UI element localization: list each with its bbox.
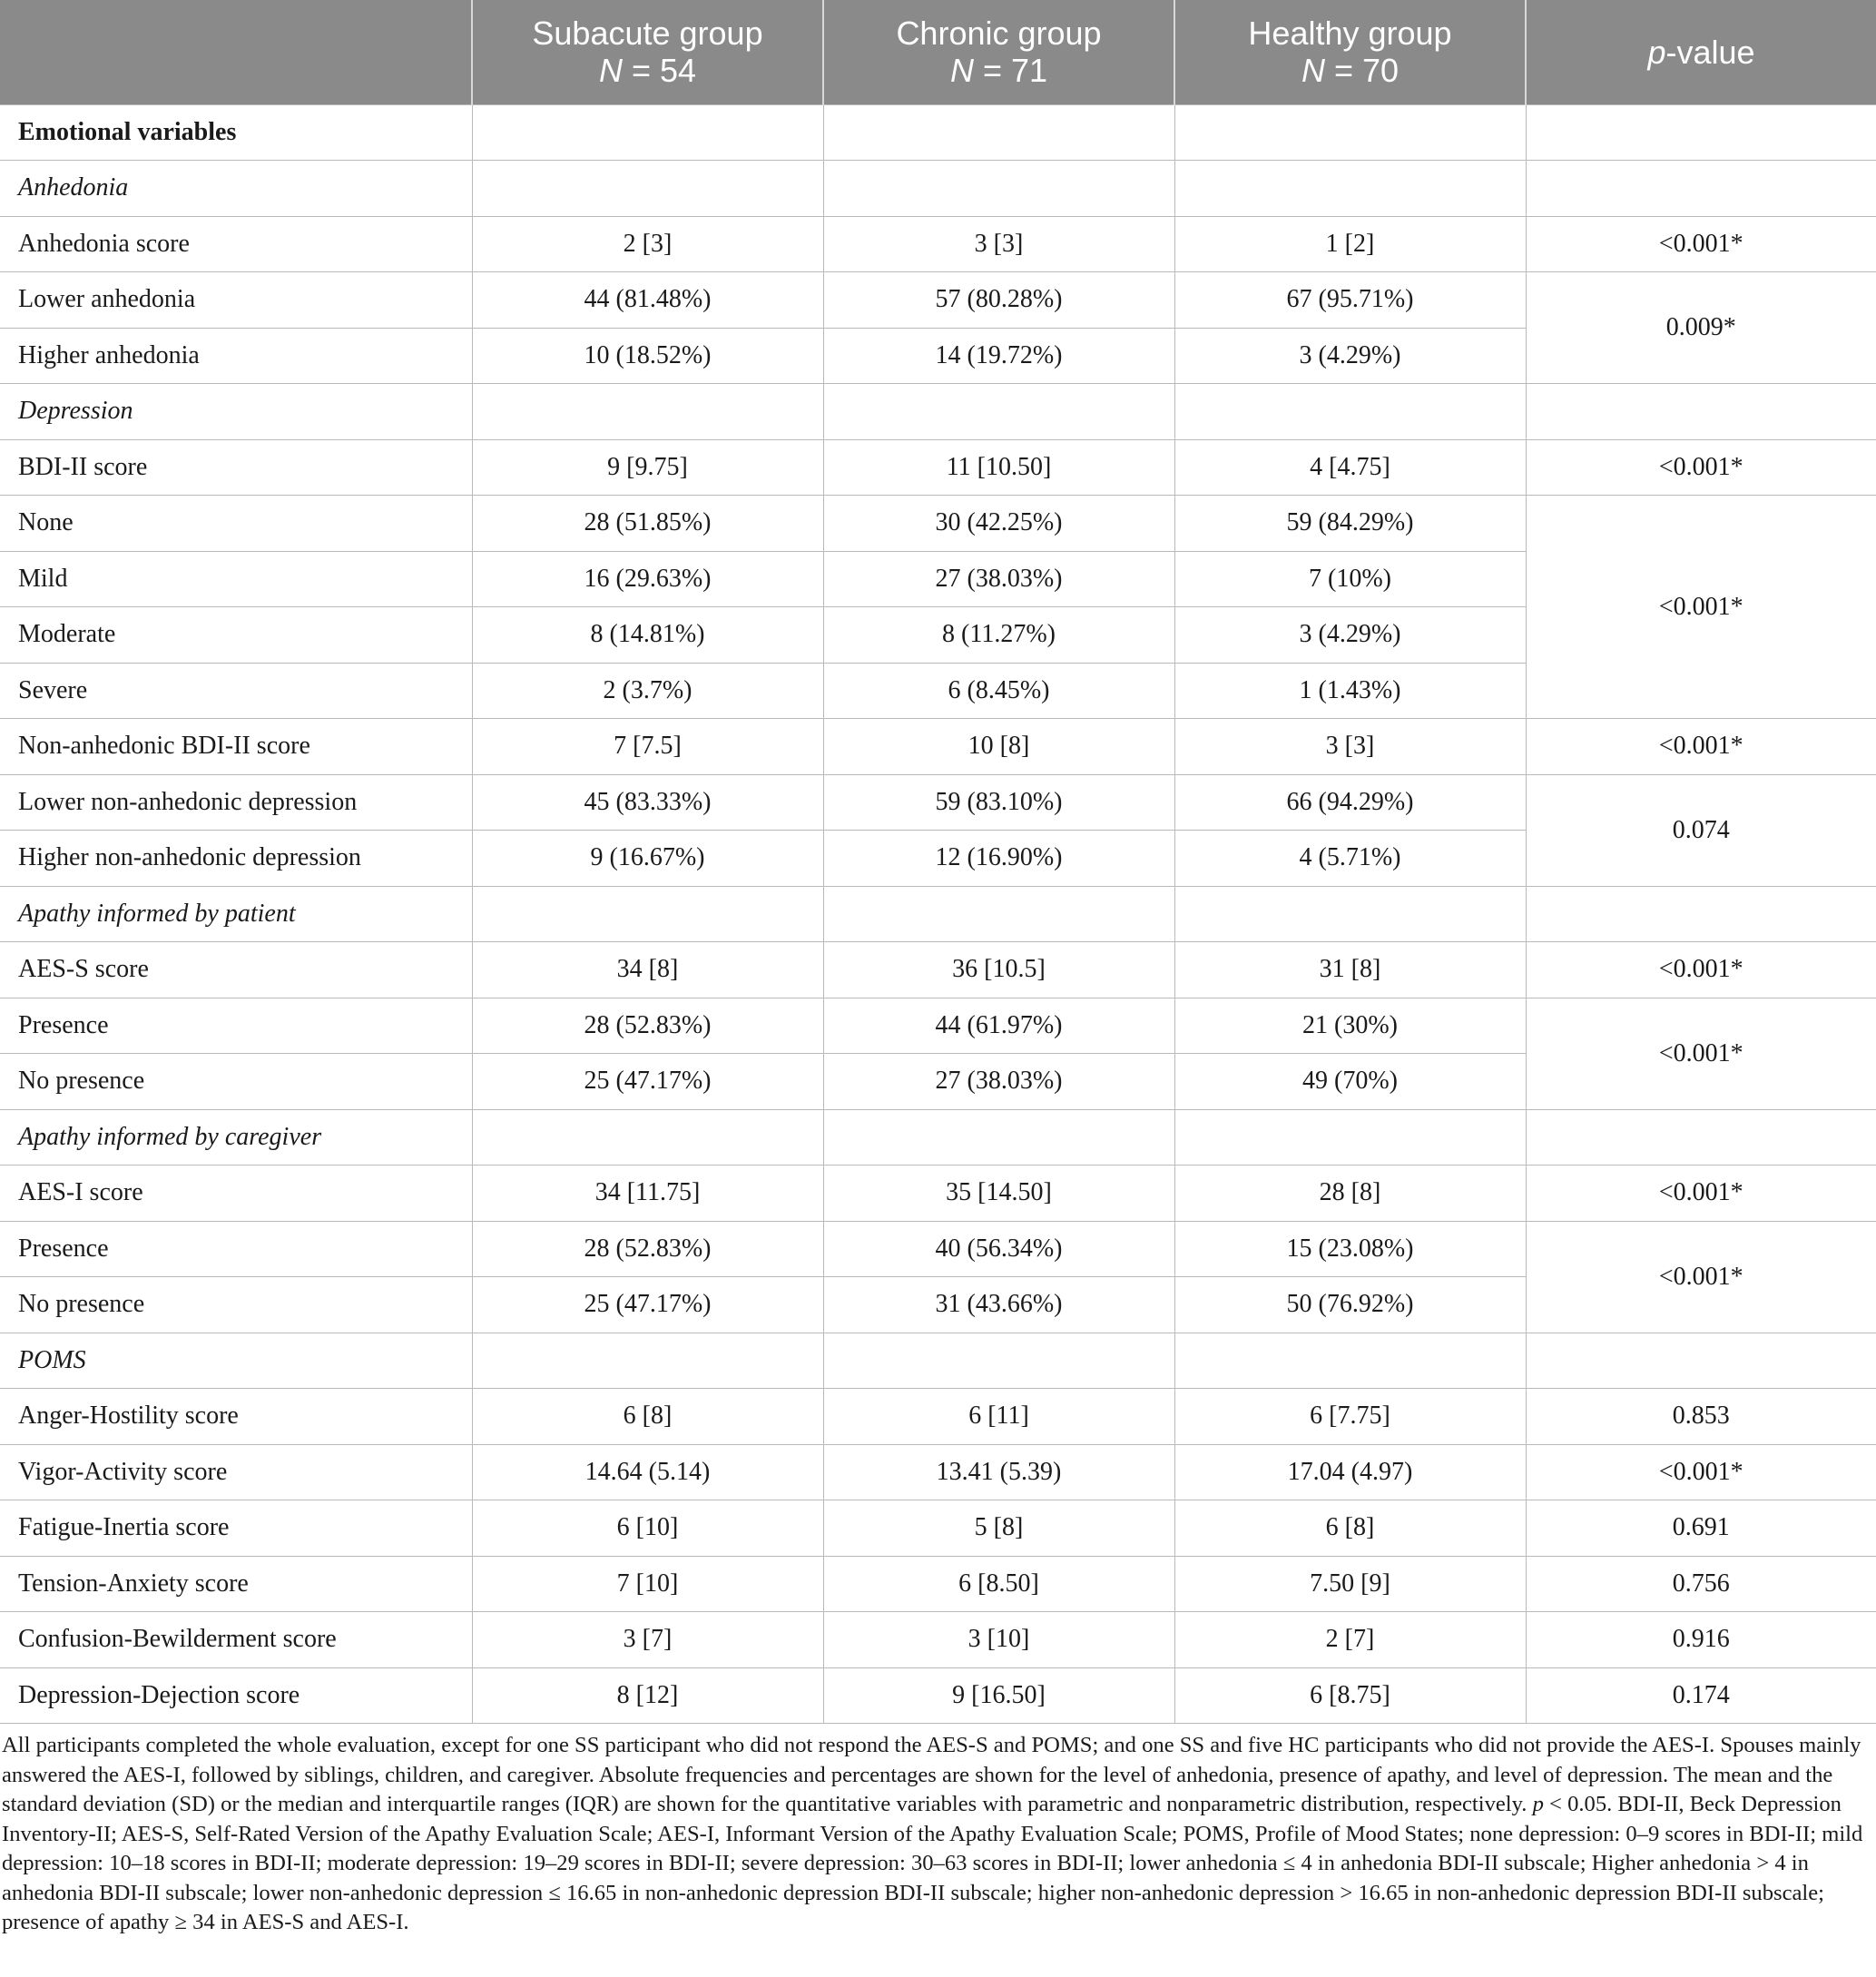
p-value: <0.001*: [1526, 1166, 1876, 1222]
empty-cell: [1174, 161, 1526, 217]
row-label: No presence: [0, 1054, 472, 1110]
header-chronic-n: [831, 52, 1166, 89]
p-value: <0.001*: [1526, 942, 1876, 998]
p-value: 0.009*: [1526, 272, 1876, 384]
n-symbol: N: [598, 52, 623, 90]
chronic-value: 30 (42.25%): [823, 496, 1174, 552]
table-row: [0, 1444, 1876, 1500]
subsection-title: Apathy informed by patient: [0, 886, 472, 942]
healthy-value: 15 (23.08%): [1174, 1221, 1526, 1277]
empty-cell: [823, 1333, 1174, 1389]
header-subacute-n: [480, 52, 815, 89]
empty-cell: [472, 384, 823, 440]
chronic-value: 27 (38.03%): [823, 1054, 1174, 1110]
header-pvalue: [1526, 0, 1876, 104]
empty-cell: [823, 104, 1174, 161]
subacute-value: 10 (18.52%): [472, 328, 823, 384]
empty-cell: [1526, 384, 1876, 440]
n-symbol: N: [949, 52, 974, 90]
row-label: Tension-Anxiety score: [0, 1556, 472, 1612]
p-value: <0.001*: [1526, 998, 1876, 1109]
row-label: Presence: [0, 1221, 472, 1277]
header-row: [0, 0, 1876, 104]
subacute-value: 6 [10]: [472, 1500, 823, 1557]
chronic-value: 27 (38.03%): [823, 551, 1174, 607]
subacute-value: 3 [7]: [472, 1612, 823, 1668]
empty-cell: [823, 161, 1174, 217]
empty-cell: [1526, 104, 1876, 161]
subacute-value: 28 (51.85%): [472, 496, 823, 552]
empty-cell: [472, 1333, 823, 1389]
table-row: [0, 942, 1876, 998]
healthy-value: 2 [7]: [1174, 1612, 1526, 1668]
n-symbol: N: [1301, 52, 1325, 90]
healthy-value: 67 (95.71%): [1174, 272, 1526, 329]
row-label: Lower non-anhedonic depression: [0, 774, 472, 831]
healthy-value: 21 (30%): [1174, 998, 1526, 1054]
p-value: <0.001*: [1526, 496, 1876, 719]
table-row: [0, 1500, 1876, 1557]
subacute-value: 16 (29.63%): [472, 551, 823, 607]
header-subacute: [472, 0, 823, 104]
table-row: [0, 496, 1876, 552]
empty-cell: [823, 384, 1174, 440]
p-value: <0.001*: [1526, 719, 1876, 775]
chronic-value: 14 (19.72%): [823, 328, 1174, 384]
chronic-value: 44 (61.97%): [823, 998, 1174, 1054]
healthy-value: 6 [8.75]: [1174, 1667, 1526, 1724]
subacute-value: 25 (47.17%): [472, 1054, 823, 1110]
chronic-value: 5 [8]: [823, 1500, 1174, 1557]
healthy-value: 1 [2]: [1174, 216, 1526, 272]
subsection-title: Apathy informed by caregiver: [0, 1109, 472, 1166]
subsection-row-apathy-caregiver: [0, 1109, 1876, 1166]
healthy-value: 28 [8]: [1174, 1166, 1526, 1222]
row-label: No presence: [0, 1277, 472, 1333]
row-label: Mild: [0, 551, 472, 607]
p-value: 0.074: [1526, 774, 1876, 886]
chronic-value: 57 (80.28%): [823, 272, 1174, 329]
chronic-value: 10 [8]: [823, 719, 1174, 775]
row-label: Non-anhedonic BDI-II score: [0, 719, 472, 775]
header-chronic: [823, 0, 1174, 104]
row-label: Severe: [0, 663, 472, 719]
healthy-value: 3 (4.29%): [1174, 607, 1526, 664]
table-row: [0, 774, 1876, 831]
subacute-value: 7 [10]: [472, 1556, 823, 1612]
healthy-value: 3 [3]: [1174, 719, 1526, 775]
empty-cell: [1526, 161, 1876, 217]
empty-cell: [1174, 1109, 1526, 1166]
empty-cell: [472, 886, 823, 942]
subsection-title: POMS: [0, 1333, 472, 1389]
chronic-value: 59 (83.10%): [823, 774, 1174, 831]
healthy-value: 4 [4.75]: [1174, 439, 1526, 496]
empty-cell: [1174, 1333, 1526, 1389]
subacute-value: 45 (83.33%): [472, 774, 823, 831]
table-row: [0, 719, 1876, 775]
table-row: [0, 1612, 1876, 1668]
subacute-value: 2 [3]: [472, 216, 823, 272]
subacute-value: 7 [7.5]: [472, 719, 823, 775]
header-healthy: [1174, 0, 1526, 104]
empty-cell: [823, 1109, 1174, 1166]
table-row: [0, 439, 1876, 496]
healthy-value: 7 (10%): [1174, 551, 1526, 607]
subacute-value: 14.64 (5.14): [472, 1444, 823, 1500]
row-label: BDI-II score: [0, 439, 472, 496]
p-value: 0.691: [1526, 1500, 1876, 1557]
chronic-value: 12 (16.90%): [823, 831, 1174, 887]
p-value: 0.756: [1526, 1556, 1876, 1612]
subacute-value: 44 (81.48%): [472, 272, 823, 329]
section-row-emotional-variables: [0, 104, 1876, 161]
n-value: = 54: [622, 52, 697, 90]
footnote-text-2: < 0.05. BDI-II, Beck Depression Inventory-II; AES-S, Self-Rated Version of the Apathy Evaluation Scale; AES-I, Informant Version of the Apathy Evaluation Scale; POMS, Profile of Mood States; none depression: 0–9 scores in BDI-II; mild depression: 10–18 scores in BDI-II; moderate depression: 19–29 scores in BDI-II; severe depression: 30–63 scores in BDI-II; lower anhedonia ≤ 4 in anhedonia BDI-II subscale; Higher anhedonia > 4 in anhedonia BDI-II subscale; lower non-anhedonic depression ≤ 16.65 in non-anhedonic depression BDI-II subscale; higher non-anhedonic depression > 16.65 in non-anhedonic depression BDI-II subscale; presence of apathy ≥ 34 in AES-S and AES-I.: [2, 1792, 1863, 1934]
subacute-value: 34 [8]: [472, 942, 823, 998]
row-label: Presence: [0, 998, 472, 1054]
row-label: Depression-Dejection score: [0, 1667, 472, 1724]
p-symbol: p: [1647, 33, 1666, 71]
row-label: AES-I score: [0, 1166, 472, 1222]
healthy-value: 3 (4.29%): [1174, 328, 1526, 384]
subacute-value: 25 (47.17%): [472, 1277, 823, 1333]
header-healthy-n: [1183, 52, 1517, 89]
subsection-row-apathy-patient: [0, 886, 1876, 942]
empty-cell: [1526, 1333, 1876, 1389]
p-value: <0.001*: [1526, 439, 1876, 496]
healthy-value: 6 [8]: [1174, 1500, 1526, 1557]
row-label: Anhedonia score: [0, 216, 472, 272]
table-row: [0, 1556, 1876, 1612]
p-value: <0.001*: [1526, 1221, 1876, 1333]
chronic-value: 31 (43.66%): [823, 1277, 1174, 1333]
chronic-value: 11 [10.50]: [823, 439, 1174, 496]
subacute-value: 8 (14.81%): [472, 607, 823, 664]
healthy-value: 66 (94.29%): [1174, 774, 1526, 831]
row-label: Anger-Hostility score: [0, 1389, 472, 1445]
empty-cell: [1174, 104, 1526, 161]
chronic-value: 3 [10]: [823, 1612, 1174, 1668]
n-value: = 70: [1324, 52, 1400, 90]
subacute-value: 9 [9.75]: [472, 439, 823, 496]
empty-cell: [1174, 886, 1526, 942]
p-value: 0.853: [1526, 1389, 1876, 1445]
chronic-value: 40 (56.34%): [823, 1221, 1174, 1277]
chronic-value: 6 [8.50]: [823, 1556, 1174, 1612]
subsection-title: Depression: [0, 384, 472, 440]
healthy-value: 59 (84.29%): [1174, 496, 1526, 552]
row-label: Confusion-Bewilderment score: [0, 1612, 472, 1668]
subacute-value: 28 (52.83%): [472, 998, 823, 1054]
table-row: [0, 272, 1876, 329]
healthy-value: 6 [7.75]: [1174, 1389, 1526, 1445]
table-footnote: [0, 1731, 1870, 1938]
healthy-value: 49 (70%): [1174, 1054, 1526, 1110]
subacute-value: 34 [11.75]: [472, 1166, 823, 1222]
row-label: Higher non-anhedonic depression: [0, 831, 472, 887]
healthy-value: 50 (76.92%): [1174, 1277, 1526, 1333]
subacute-value: 9 (16.67%): [472, 831, 823, 887]
chronic-value: 35 [14.50]: [823, 1166, 1174, 1222]
header-corner: [0, 0, 472, 104]
healthy-value: 31 [8]: [1174, 942, 1526, 998]
chronic-value: 3 [3]: [823, 216, 1174, 272]
healthy-value: 17.04 (4.97): [1174, 1444, 1526, 1500]
row-label: Moderate: [0, 607, 472, 664]
subacute-value: 6 [8]: [472, 1389, 823, 1445]
healthy-value: 1 (1.43%): [1174, 663, 1526, 719]
footnote-text-1: All participants completed the whole evaluation, except for one SS participant who did not respond the AES-S and POMS; and one SS and five HC participants who did not provide the AES-I. Spouses mainly answered the AES-I, followed by siblings, children, and caregiver. Absolute frequencies and percentages are shown for the level of anhedonia, presence of apathy, and level of depression. The mean and the standard deviation (SD) or the median and interquartile ranges (IQR) are shown for the quantitative variables with parametric and nonparametric distribution, respectively.: [2, 1733, 1861, 1816]
empty-cell: [823, 886, 1174, 942]
subsection-title: Anhedonia: [0, 161, 472, 217]
header-chronic-name: Chronic group: [896, 15, 1102, 53]
p-value: <0.001*: [1526, 216, 1876, 272]
empty-cell: [1174, 384, 1526, 440]
subacute-value: 2 (3.7%): [472, 663, 823, 719]
header-subacute-name: Subacute group: [532, 15, 763, 53]
chronic-value: 8 (11.27%): [823, 607, 1174, 664]
subsection-row-poms: [0, 1333, 1876, 1389]
row-label: Higher anhedonia: [0, 328, 472, 384]
table-row: [0, 998, 1876, 1054]
subacute-value: 28 (52.83%): [472, 1221, 823, 1277]
p-value: 0.916: [1526, 1612, 1876, 1668]
table-row: [0, 1667, 1876, 1724]
table-row: [0, 1389, 1876, 1445]
subsection-row-anhedonia: [0, 161, 1876, 217]
healthy-value: 4 (5.71%): [1174, 831, 1526, 887]
empty-cell: [472, 1109, 823, 1166]
row-label: Vigor-Activity score: [0, 1444, 472, 1500]
row-label: Lower anhedonia: [0, 272, 472, 329]
p-value: 0.174: [1526, 1667, 1876, 1724]
pvalue-suffix: -value: [1665, 33, 1755, 71]
table-row: [0, 1166, 1876, 1222]
row-label: AES-S score: [0, 942, 472, 998]
footnote-p-symbol: p: [1532, 1792, 1544, 1816]
empty-cell: [472, 161, 823, 217]
chronic-value: 6 (8.45%): [823, 663, 1174, 719]
n-value: = 71: [973, 52, 1048, 90]
header-healthy-name: Healthy group: [1248, 15, 1452, 53]
subsection-row-depression: [0, 384, 1876, 440]
row-label: Fatigue-Inertia score: [0, 1500, 472, 1557]
chronic-value: 9 [16.50]: [823, 1667, 1174, 1724]
healthy-value: 7.50 [9]: [1174, 1556, 1526, 1612]
empty-cell: [1526, 1109, 1876, 1166]
chronic-value: 6 [11]: [823, 1389, 1174, 1445]
table-row: [0, 1221, 1876, 1277]
row-label: None: [0, 496, 472, 552]
empty-cell: [1526, 886, 1876, 942]
empty-cell: [472, 104, 823, 161]
p-value: <0.001*: [1526, 1444, 1876, 1500]
subacute-value: 8 [12]: [472, 1667, 823, 1724]
section-title: Emotional variables: [0, 104, 472, 161]
chronic-value: 13.41 (5.39): [823, 1444, 1174, 1500]
chronic-value: 36 [10.5]: [823, 942, 1174, 998]
table-row: [0, 216, 1876, 272]
